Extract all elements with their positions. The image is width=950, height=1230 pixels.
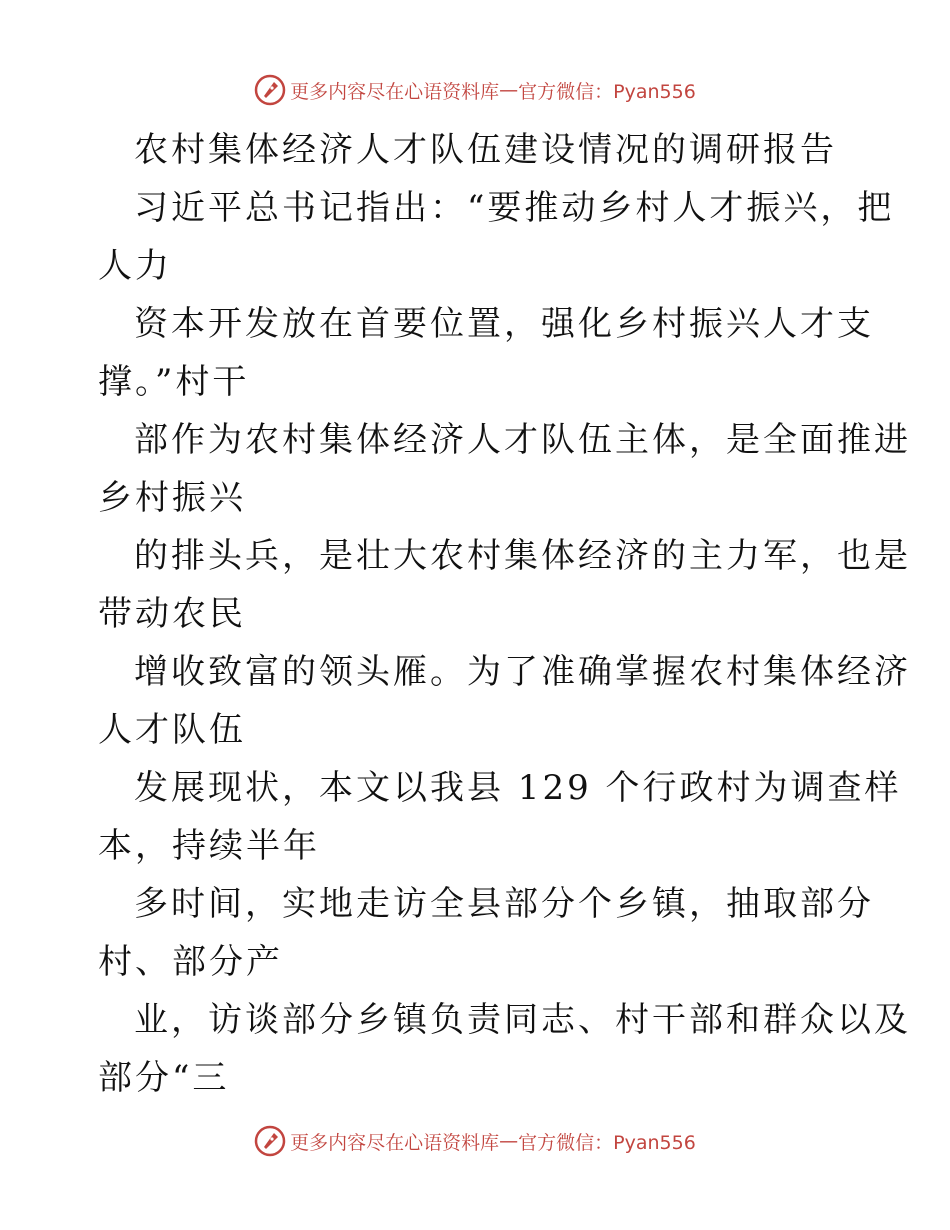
- paragraph-line: 习近平总书记指出：“要推动乡村人才振兴，把: [134, 188, 895, 228]
- banner-text: 更多内容尽在心语资料库: [290, 80, 500, 103]
- paragraph-line: 增收致富的领头雁。为了准确掌握农村集体经济: [134, 652, 911, 692]
- header-banner: [0, 70, 950, 110]
- paragraph-line: 乡村振兴: [98, 478, 246, 518]
- paragraph-line: 多时间，实地走访全县部分个乡镇，抽取部分: [134, 884, 874, 924]
- pen-nib-logo-icon: [254, 1125, 286, 1157]
- paragraph-line: 带动农民: [98, 594, 246, 634]
- paragraph-line: 撑。”村干: [98, 362, 250, 402]
- banner-wechat: 官方微信：Pyan556: [518, 1131, 696, 1154]
- banner-separator: —: [499, 1130, 519, 1152]
- paragraph-line: 本，持续半年: [98, 826, 320, 866]
- paragraph-line: 部分“三: [98, 1058, 230, 1098]
- banner-separator: —: [499, 79, 519, 101]
- paragraph-line: 人力: [98, 246, 172, 286]
- paragraph-line: 人才队伍: [98, 710, 246, 750]
- banner-text: 更多内容尽在心语资料库: [290, 1131, 500, 1154]
- paragraph-line: 的排头兵，是壮大农村集体经济的主力军，也是: [134, 536, 911, 576]
- document-title: 农村集体经济人才队伍建设情况的调研报告: [134, 130, 837, 170]
- banner-wechat: 官方微信：Pyan556: [518, 80, 696, 103]
- paragraph-line: 村、部分产: [98, 942, 283, 982]
- paragraph-line: 资本开发放在首要位置，强化乡村振兴人才支: [134, 304, 874, 344]
- pen-nib-logo-icon: [254, 74, 286, 106]
- paragraph-line: 发展现状，本文以我县 129 个行政村为调查样: [134, 768, 902, 808]
- footer-banner: [0, 1121, 950, 1161]
- paragraph-line: 部作为农村集体经济人才队伍主体，是全面推进: [134, 420, 911, 460]
- paragraph-line: 业，访谈部分乡镇负责同志、村干部和群众以及: [134, 1000, 911, 1040]
